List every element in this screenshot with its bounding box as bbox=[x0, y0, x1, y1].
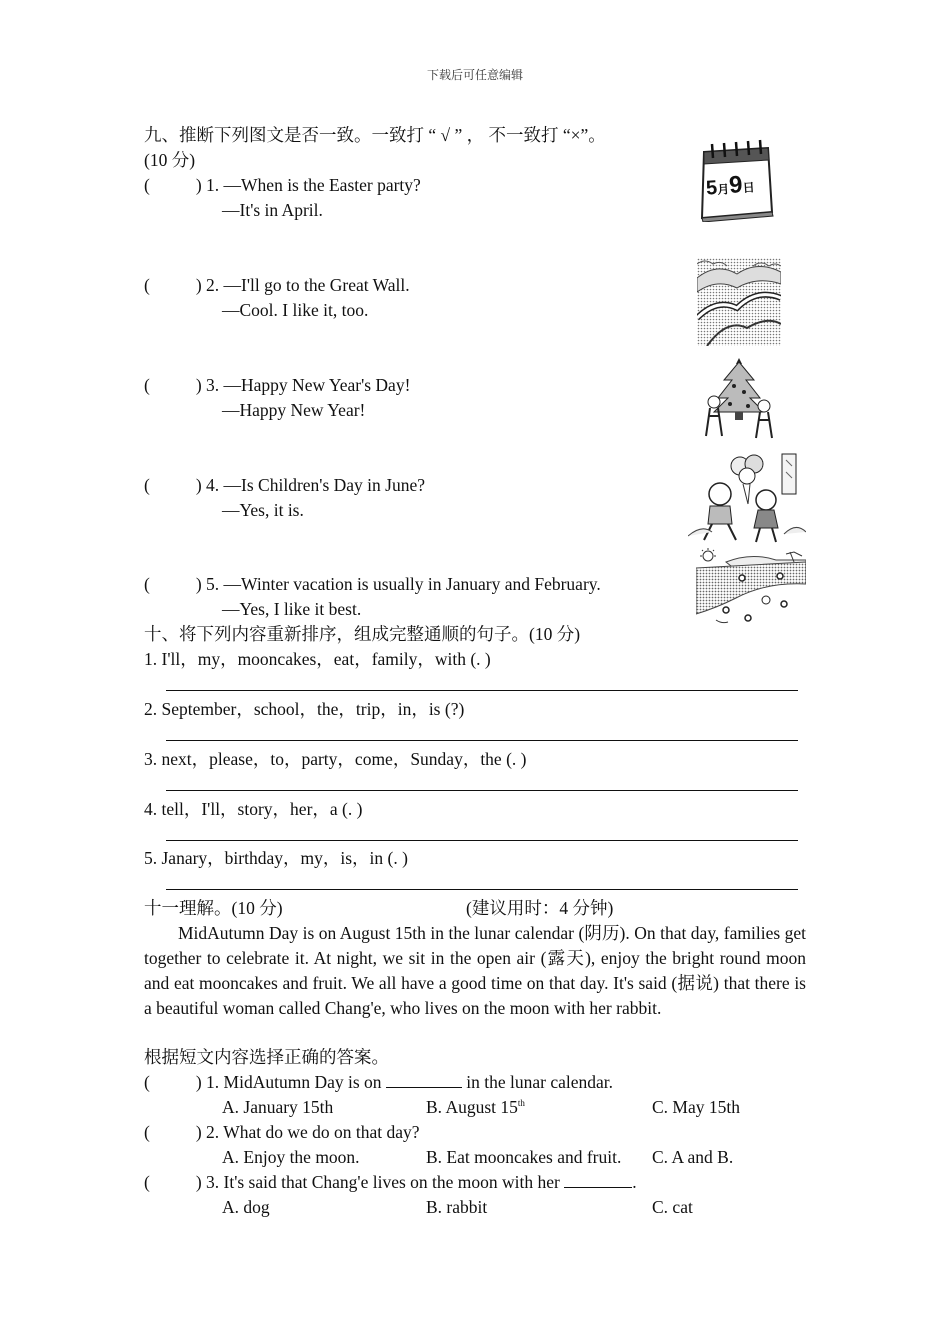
s11-q2-option-c[interactable]: C. A and B. bbox=[652, 1147, 734, 1167]
s9-item-5-answer: —Yes, I like it best. bbox=[222, 599, 362, 619]
section11-time-hint: (建议用时：4 分钟) bbox=[466, 898, 614, 918]
s11-q2-option-a[interactable]: A. Enjoy the moon. bbox=[222, 1147, 360, 1167]
answer-line-2[interactable] bbox=[166, 740, 798, 741]
s11-q2-option-b[interactable]: B. Eat mooncakes and fruit. bbox=[426, 1147, 622, 1167]
s11-q3-option-a[interactable]: A. dog bbox=[222, 1197, 270, 1217]
great-wall-picture bbox=[697, 258, 781, 346]
s11-question-2: ( ) 2. What do we do on that day? bbox=[144, 1122, 420, 1142]
fill-blank[interactable] bbox=[386, 1072, 462, 1088]
s9-item-4-answer: —Yes, it is. bbox=[222, 500, 304, 520]
childrens-day-picture bbox=[688, 452, 806, 544]
s11-q1-option-a[interactable]: A. January 15th bbox=[222, 1097, 334, 1117]
answer-line-4[interactable] bbox=[166, 840, 798, 841]
s11-question-3: ( ) 3. It's said that Chang'e lives on the moon with her . bbox=[144, 1172, 637, 1192]
section11-title: 十一理解。(10 分) bbox=[144, 898, 283, 918]
christmas-picture bbox=[702, 356, 776, 442]
answer-bracket[interactable]: ( ) bbox=[144, 475, 202, 495]
s11-q3-option-c[interactable]: C. cat bbox=[652, 1197, 693, 1217]
beach-picture bbox=[696, 548, 806, 628]
answer-line-5[interactable] bbox=[166, 889, 798, 890]
reading-passage: MidAutumn Day is on August 15th in the lunar calendar (阴历). On that day, families get together to celebrate it. At night, we sit in the open air (露天), enjoy the bright round moon and eat mooncakes and fruit. We all have a good time on that day. It's said (据说) that there is a beautiful woman called Chang'e, who lives on the moon with her rabbit. bbox=[144, 923, 806, 1018]
answer-bracket[interactable]: ( ) bbox=[144, 275, 202, 295]
section9-score: (10 分) bbox=[144, 150, 196, 170]
s9-item-5: ( ) 5. —Winter vacation is usually in January and February. bbox=[144, 574, 601, 594]
section10-title: 十、将下列内容重新排序，组成完整通顺的句子。(10 分) bbox=[144, 624, 581, 644]
answer-bracket[interactable]: ( ) bbox=[144, 574, 202, 594]
section9-title: 九、推断下列图文是否一致。一致打 “ √ ” ， 不一致打 “×”。 bbox=[144, 125, 606, 145]
answer-bracket[interactable]: ( ) bbox=[144, 375, 202, 395]
answer-line-1[interactable] bbox=[166, 690, 798, 691]
page-header: 下载后可任意编辑 bbox=[426, 68, 523, 82]
s9-item-4: ( ) 4. —Is Children's Day in June? bbox=[144, 475, 425, 495]
s10-item-3: 3. next，please，to，party，come，Sunday，the (. ) bbox=[144, 749, 527, 769]
s11-q3-option-b[interactable]: B. rabbit bbox=[426, 1197, 488, 1217]
s10-item-4: 4. tell，I'll，story，her，a (. ) bbox=[144, 799, 363, 819]
s11-q1-option-b[interactable]: B. August 15th bbox=[426, 1097, 525, 1117]
s9-item-2: ( ) 2. —I'll go to the Great Wall. bbox=[144, 275, 410, 295]
s11-question-1: ( ) 1. MidAutumn Day is on in the lunar calendar. bbox=[144, 1072, 614, 1092]
s11-q1-option-c[interactable]: C. May 15th bbox=[652, 1097, 740, 1117]
s9-item-2-answer: —Cool. I like it, too. bbox=[222, 300, 369, 320]
answer-bracket[interactable]: ( ) bbox=[144, 1172, 202, 1192]
s9-item-1: ( ) 1. —When is the Easter party? bbox=[144, 175, 421, 195]
answer-bracket[interactable]: ( ) bbox=[144, 1072, 202, 1092]
s9-item-3-answer: —Happy New Year! bbox=[222, 400, 366, 420]
answer-line-3[interactable] bbox=[166, 790, 798, 791]
section11-instruction: 根据短文内容选择正确的答案。 bbox=[144, 1047, 389, 1067]
answer-bracket[interactable]: ( ) bbox=[144, 175, 202, 195]
calendar-date: 5月9日 bbox=[705, 171, 756, 200]
calendar-picture bbox=[694, 138, 776, 222]
s10-item-2: 2. September，school，the，trip，in，is (?) bbox=[144, 699, 465, 719]
fill-blank[interactable] bbox=[564, 1172, 632, 1188]
s10-item-1: 1. I'll，my，mooncakes，eat，family，with (. ) bbox=[144, 649, 491, 669]
s9-item-3: ( ) 3. —Happy New Year's Day! bbox=[144, 375, 411, 395]
s9-item-1-answer: —It's in April. bbox=[222, 200, 323, 220]
answer-bracket[interactable]: ( ) bbox=[144, 1122, 202, 1142]
s10-item-5: 5. Janary，birthday，my，is，in (. ) bbox=[144, 848, 408, 868]
